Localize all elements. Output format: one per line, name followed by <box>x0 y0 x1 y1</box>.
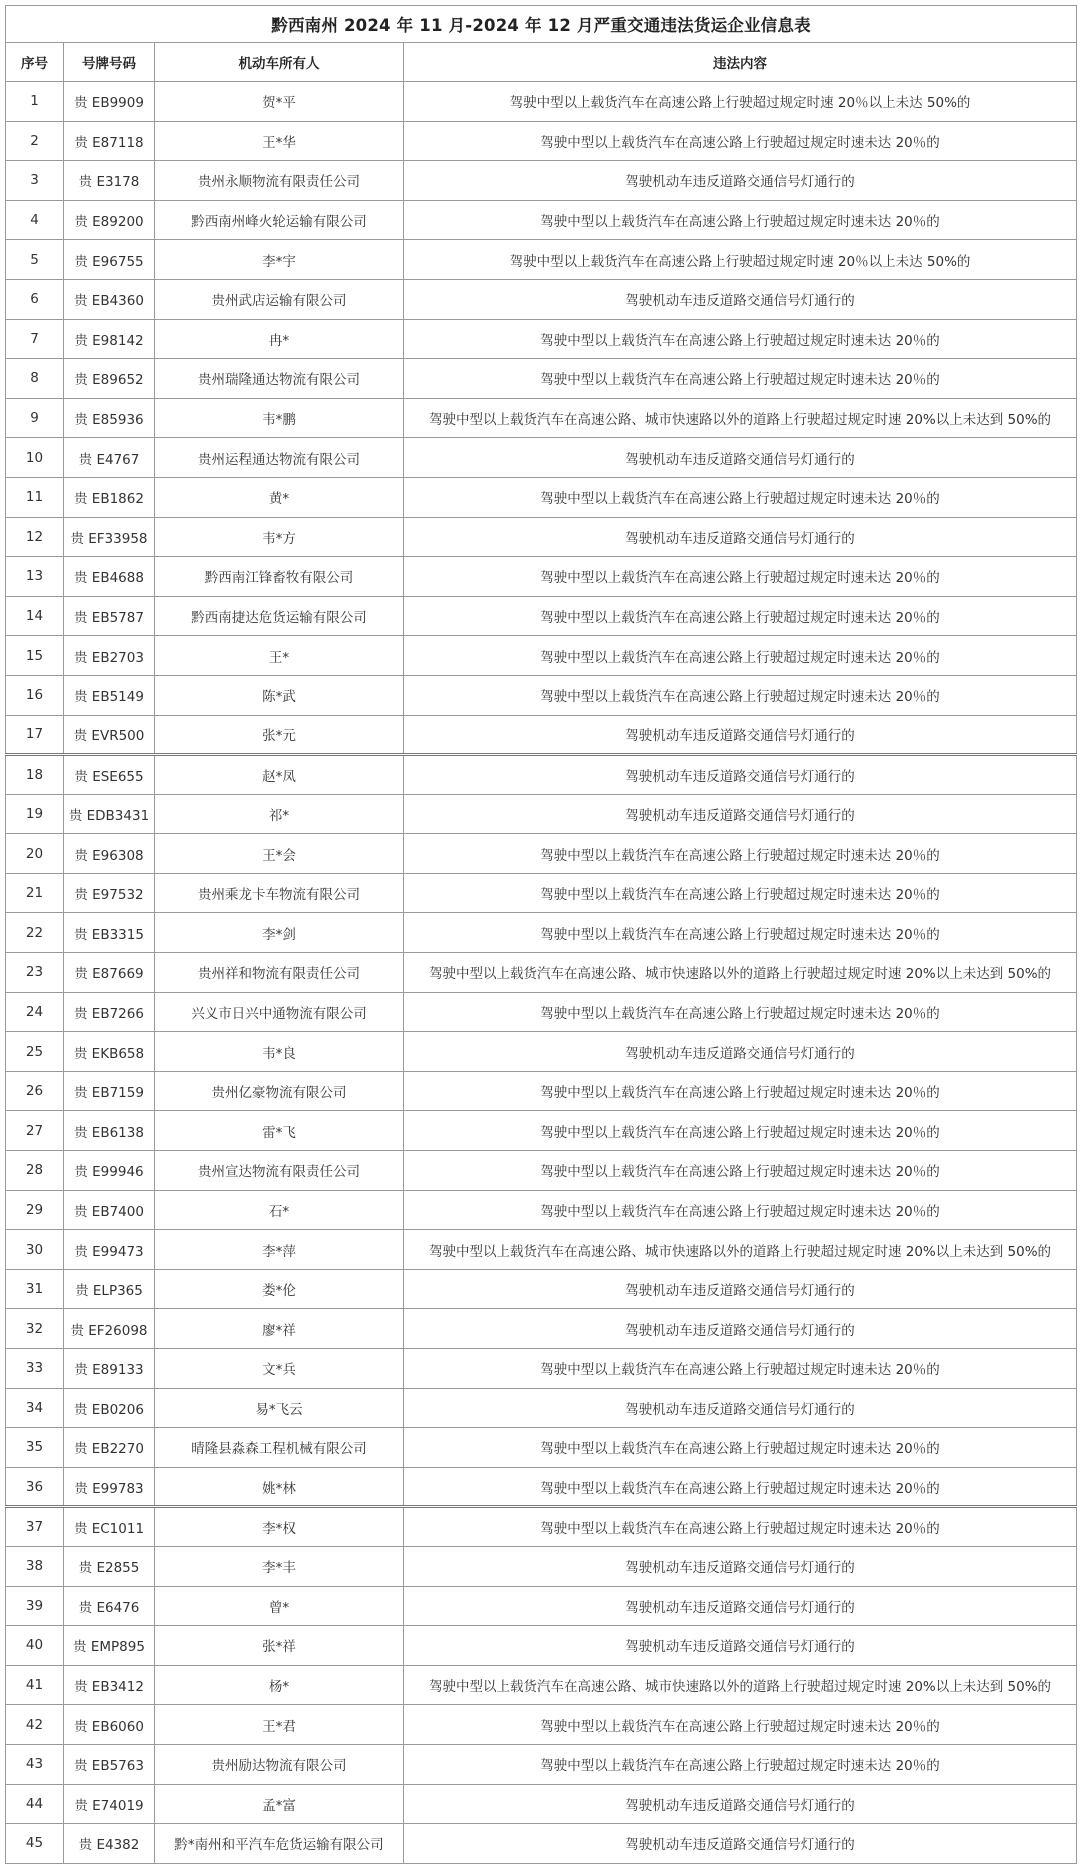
table-row <box>6 359 1077 399</box>
cell-plate: 贵 E89652 <box>64 359 155 399</box>
cell-owner: 贵州宣达物流有限责任公司 <box>155 1151 404 1191</box>
cell-index: 8 <box>6 359 64 399</box>
cell-plate: 贵 ELP365 <box>64 1269 155 1309</box>
cell-index: 21 <box>6 873 64 913</box>
cell-violation: 驾驶机动车违反道路交通信号灯通行的 <box>404 1626 1077 1666</box>
cell-violation: 驾驶中型以上载货汽车在高速公路上行驶超过规定时速未达 20％的 <box>404 1151 1077 1191</box>
cell-violation: 驾驶中型以上载货汽车在高速公路上行驶超过规定时速未达 20％的 <box>404 477 1077 517</box>
cell-plate: 贵 EB2270 <box>64 1428 155 1468</box>
cell-index: 45 <box>6 1824 64 1864</box>
cell-owner: 兴义市日兴中通物流有限公司 <box>155 992 404 1032</box>
cell-index: 1 <box>6 82 64 122</box>
cell-violation: 驾驶中型以上载货汽车在高速公路上行驶超过规定时速未达 20％的 <box>404 1071 1077 1111</box>
cell-violation: 驾驶中型以上载货汽车在高速公路上行驶超过规定时速未达 20％的 <box>404 1467 1077 1507</box>
cell-violation: 驾驶机动车违反道路交通信号灯通行的 <box>404 1546 1077 1586</box>
cell-violation: 驾驶中型以上载货汽车在高速公路、城市快速路以外的道路上行驶超过规定时速 20%以上未达到 50%的 <box>404 398 1077 438</box>
cell-index: 17 <box>6 715 64 755</box>
table-row <box>6 913 1077 953</box>
cell-violation: 驾驶中型以上载货汽车在高速公路上行驶超过规定时速未达 20％的 <box>404 121 1077 161</box>
cell-violation: 驾驶机动车违反道路交通信号灯通行的 <box>404 1586 1077 1626</box>
cell-index: 16 <box>6 675 64 715</box>
cell-violation: 驾驶机动车违反道路交通信号灯通行的 <box>404 438 1077 478</box>
cell-plate: 贵 E99783 <box>64 1467 155 1507</box>
cell-plate: 贵 E3178 <box>64 161 155 201</box>
header-row <box>6 43 1077 82</box>
cell-owner: 雷*飞 <box>155 1111 404 1151</box>
cell-index: 19 <box>6 794 64 834</box>
cell-plate: 贵 EB7159 <box>64 1071 155 1111</box>
table-body <box>6 82 1077 1864</box>
cell-index: 10 <box>6 438 64 478</box>
cell-plate: 贵 EB7266 <box>64 992 155 1032</box>
table-row <box>6 200 1077 240</box>
cell-owner: 贵州运程通达物流有限公司 <box>155 438 404 478</box>
cell-violation: 驾驶机动车违反道路交通信号灯通行的 <box>404 755 1077 795</box>
cell-plate: 贵 E96755 <box>64 240 155 280</box>
cell-owner: 赵*凤 <box>155 755 404 795</box>
header-owner: 机动车所有人 <box>155 43 404 82</box>
table-row <box>6 1784 1077 1824</box>
cell-violation: 驾驶中型以上载货汽车在高速公路上行驶超过规定时速未达 20％的 <box>404 992 1077 1032</box>
cell-plate: 贵 E74019 <box>64 1784 155 1824</box>
table-row <box>6 873 1077 913</box>
table-row <box>6 319 1077 359</box>
cell-plate: 贵 EB1862 <box>64 477 155 517</box>
cell-violation: 驾驶机动车违反道路交通信号灯通行的 <box>404 1784 1077 1824</box>
table-row <box>6 1111 1077 1151</box>
cell-violation: 驾驶中型以上载货汽车在高速公路上行驶超过规定时速未达 20％的 <box>404 675 1077 715</box>
table-row <box>6 1230 1077 1270</box>
cell-plate: 贵 E85936 <box>64 398 155 438</box>
cell-owner: 黔西南捷达危货运输有限公司 <box>155 596 404 636</box>
table-row <box>6 82 1077 122</box>
table-row <box>6 1269 1077 1309</box>
table-row <box>6 1824 1077 1864</box>
cell-index: 29 <box>6 1190 64 1230</box>
cell-owner: 陈*武 <box>155 675 404 715</box>
cell-owner: 王*君 <box>155 1705 404 1745</box>
cell-owner: 易*飞云 <box>155 1388 404 1428</box>
cell-violation: 驾驶机动车违反道路交通信号灯通行的 <box>404 794 1077 834</box>
cell-violation: 驾驶中型以上载货汽车在高速公路上行驶超过规定时速未达 20％的 <box>404 1705 1077 1745</box>
violation-info-table <box>5 5 1077 1864</box>
table-row <box>6 755 1077 795</box>
cell-plate: 贵 E89200 <box>64 200 155 240</box>
cell-index: 18 <box>6 755 64 795</box>
cell-index: 4 <box>6 200 64 240</box>
cell-index: 15 <box>6 636 64 676</box>
table-row <box>6 1705 1077 1745</box>
cell-plate: 贵 E99946 <box>64 1151 155 1191</box>
cell-owner: 廖*祥 <box>155 1309 404 1349</box>
cell-violation: 驾驶机动车违反道路交通信号灯通行的 <box>404 161 1077 201</box>
cell-index: 36 <box>6 1467 64 1507</box>
table-row <box>6 517 1077 557</box>
cell-owner: 黔西南江锋畜牧有限公司 <box>155 557 404 597</box>
cell-plate: 贵 E2855 <box>64 1546 155 1586</box>
cell-plate: 贵 E6476 <box>64 1586 155 1626</box>
cell-index: 39 <box>6 1586 64 1626</box>
cell-violation: 驾驶机动车违反道路交通信号灯通行的 <box>404 1824 1077 1864</box>
cell-violation: 驾驶中型以上载货汽车在高速公路上行驶超过规定时速未达 20％的 <box>404 873 1077 913</box>
table-row <box>6 1349 1077 1389</box>
table-row <box>6 398 1077 438</box>
cell-violation: 驾驶中型以上载货汽车在高速公路、城市快速路以外的道路上行驶超过规定时速 20%以上未达到 50%的 <box>404 1665 1077 1705</box>
cell-owner: 冉* <box>155 319 404 359</box>
cell-owner: 黔西南州峰火轮运输有限公司 <box>155 200 404 240</box>
cell-owner: 贵州乘龙卡车物流有限公司 <box>155 873 404 913</box>
cell-violation: 驾驶中型以上载货汽车在高速公路上行驶超过规定时速未达 20％的 <box>404 319 1077 359</box>
cell-plate: 贵 EC1011 <box>64 1507 155 1547</box>
cell-plate: 贵 E96308 <box>64 834 155 874</box>
table-row <box>6 1744 1077 1784</box>
cell-index: 3 <box>6 161 64 201</box>
cell-owner: 贵州亿豪物流有限公司 <box>155 1071 404 1111</box>
cell-plate: 贵 EB0206 <box>64 1388 155 1428</box>
cell-plate: 贵 E4382 <box>64 1824 155 1864</box>
cell-owner: 李*宇 <box>155 240 404 280</box>
cell-plate: 贵 EB2703 <box>64 636 155 676</box>
title-row <box>6 6 1077 43</box>
cell-index: 6 <box>6 279 64 319</box>
table-row <box>6 794 1077 834</box>
cell-owner: 韦*鹏 <box>155 398 404 438</box>
table-row <box>6 121 1077 161</box>
cell-owner: 石* <box>155 1190 404 1230</box>
cell-plate: 贵 E87118 <box>64 121 155 161</box>
cell-violation: 驾驶机动车违反道路交通信号灯通行的 <box>404 715 1077 755</box>
table-row <box>6 596 1077 636</box>
table-row <box>6 1071 1077 1111</box>
table-head <box>6 6 1077 82</box>
document-sheet <box>5 5 1076 1864</box>
cell-index: 37 <box>6 1507 64 1547</box>
cell-plate: 贵 E87669 <box>64 953 155 993</box>
cell-index: 33 <box>6 1349 64 1389</box>
cell-index: 25 <box>6 1032 64 1072</box>
cell-index: 24 <box>6 992 64 1032</box>
cell-index: 22 <box>6 913 64 953</box>
cell-violation: 驾驶中型以上载货汽车在高速公路上行驶超过规定时速未达 20％的 <box>404 1190 1077 1230</box>
cell-owner: 娄*伦 <box>155 1269 404 1309</box>
cell-plate: 贵 EF33958 <box>64 517 155 557</box>
cell-index: 42 <box>6 1705 64 1745</box>
table-row <box>6 1507 1077 1547</box>
cell-owner: 李*萍 <box>155 1230 404 1270</box>
cell-owner: 贵州永顺物流有限责任公司 <box>155 161 404 201</box>
cell-index: 11 <box>6 477 64 517</box>
table-row <box>6 1467 1077 1507</box>
cell-index: 20 <box>6 834 64 874</box>
cell-plate: 贵 E99473 <box>64 1230 155 1270</box>
cell-owner: 祁* <box>155 794 404 834</box>
cell-plate: 贵 EKB658 <box>64 1032 155 1072</box>
cell-owner: 韦*方 <box>155 517 404 557</box>
cell-owner: 黔*南州和平汽车危货运输有限公司 <box>155 1824 404 1864</box>
table-row <box>6 1626 1077 1666</box>
table-row <box>6 240 1077 280</box>
table-row <box>6 1586 1077 1626</box>
cell-plate: 贵 EB9909 <box>64 82 155 122</box>
header-violation: 违法内容 <box>404 43 1077 82</box>
cell-plate: 贵 EB6060 <box>64 1705 155 1745</box>
table-row <box>6 953 1077 993</box>
cell-owner: 晴隆县淼森工程机械有限公司 <box>155 1428 404 1468</box>
cell-index: 27 <box>6 1111 64 1151</box>
header-plate: 号牌号码 <box>64 43 155 82</box>
table-row <box>6 438 1077 478</box>
cell-index: 32 <box>6 1309 64 1349</box>
cell-index: 31 <box>6 1269 64 1309</box>
cell-owner: 贵州祥和物流有限责任公司 <box>155 953 404 993</box>
cell-owner: 张*祥 <box>155 1626 404 1666</box>
cell-violation: 驾驶机动车违反道路交通信号灯通行的 <box>404 1269 1077 1309</box>
table-row <box>6 715 1077 755</box>
cell-plate: 贵 EVR500 <box>64 715 155 755</box>
table-title: 黔西南州 2024 年 11 月-2024 年 12 月严重交通违法货运企业信息表 <box>6 6 1077 43</box>
cell-violation: 驾驶机动车违反道路交通信号灯通行的 <box>404 517 1077 557</box>
cell-plate: 贵 E89133 <box>64 1349 155 1389</box>
cell-index: 35 <box>6 1428 64 1468</box>
cell-plate: 贵 ESE655 <box>64 755 155 795</box>
cell-violation: 驾驶中型以上载货汽车在高速公路上行驶超过规定时速未达 20％的 <box>404 1428 1077 1468</box>
cell-violation: 驾驶机动车违反道路交通信号灯通行的 <box>404 1309 1077 1349</box>
cell-owner: 王*华 <box>155 121 404 161</box>
cell-violation: 驾驶中型以上载货汽车在高速公路上行驶超过规定时速未达 20％的 <box>404 913 1077 953</box>
cell-owner: 张*元 <box>155 715 404 755</box>
cell-index: 43 <box>6 1744 64 1784</box>
cell-owner: 王*会 <box>155 834 404 874</box>
cell-index: 26 <box>6 1071 64 1111</box>
cell-plate: 贵 EDB3431 <box>64 794 155 834</box>
table-row <box>6 477 1077 517</box>
cell-index: 23 <box>6 953 64 993</box>
table-row <box>6 1032 1077 1072</box>
header-index: 序号 <box>6 43 64 82</box>
cell-index: 30 <box>6 1230 64 1270</box>
cell-owner: 文*兵 <box>155 1349 404 1389</box>
cell-owner: 李*丰 <box>155 1546 404 1586</box>
cell-violation: 驾驶中型以上载货汽车在高速公路上行驶超过规定时速未达 20％的 <box>404 1349 1077 1389</box>
cell-violation: 驾驶中型以上载货汽车在高速公路上行驶超过规定时速 20％以上未达 50%的 <box>404 240 1077 280</box>
table-row <box>6 834 1077 874</box>
cell-index: 5 <box>6 240 64 280</box>
cell-violation: 驾驶中型以上载货汽车在高速公路上行驶超过规定时速未达 20％的 <box>404 1111 1077 1151</box>
cell-owner: 贵州励达物流有限公司 <box>155 1744 404 1784</box>
cell-index: 12 <box>6 517 64 557</box>
cell-plate: 贵 EB5763 <box>64 1744 155 1784</box>
cell-plate: 贵 EB5149 <box>64 675 155 715</box>
cell-violation: 驾驶中型以上载货汽车在高速公路上行驶超过规定时速未达 20％的 <box>404 1507 1077 1547</box>
cell-plate: 贵 EB5787 <box>64 596 155 636</box>
cell-index: 38 <box>6 1546 64 1586</box>
table-row <box>6 557 1077 597</box>
cell-plate: 贵 E4767 <box>64 438 155 478</box>
cell-violation: 驾驶中型以上载货汽车在高速公路上行驶超过规定时速未达 20％的 <box>404 557 1077 597</box>
cell-plate: 贵 EB4360 <box>64 279 155 319</box>
table-row <box>6 1309 1077 1349</box>
cell-owner: 姚*林 <box>155 1467 404 1507</box>
cell-index: 28 <box>6 1151 64 1191</box>
cell-owner: 贵州武店运输有限公司 <box>155 279 404 319</box>
cell-violation: 驾驶中型以上载货汽车在高速公路上行驶超过规定时速未达 20％的 <box>404 834 1077 874</box>
cell-index: 14 <box>6 596 64 636</box>
cell-plate: 贵 EF26098 <box>64 1309 155 1349</box>
cell-plate: 贵 EB7400 <box>64 1190 155 1230</box>
cell-violation: 驾驶机动车违反道路交通信号灯通行的 <box>404 1388 1077 1428</box>
cell-plate: 贵 EB3315 <box>64 913 155 953</box>
table-row <box>6 1546 1077 1586</box>
cell-plate: 贵 E98142 <box>64 319 155 359</box>
cell-owner: 贺*平 <box>155 82 404 122</box>
cell-owner: 黄* <box>155 477 404 517</box>
cell-violation: 驾驶中型以上载货汽车在高速公路上行驶超过规定时速未达 20％的 <box>404 359 1077 399</box>
cell-owner: 贵州瑞隆通达物流有限公司 <box>155 359 404 399</box>
cell-violation: 驾驶中型以上载货汽车在高速公路上行驶超过规定时速 20％以上未达 50%的 <box>404 82 1077 122</box>
table-row <box>6 279 1077 319</box>
table-row <box>6 1388 1077 1428</box>
table-row <box>6 1151 1077 1191</box>
cell-plate: 贵 EB4688 <box>64 557 155 597</box>
table-row <box>6 161 1077 201</box>
cell-index: 13 <box>6 557 64 597</box>
cell-index: 2 <box>6 121 64 161</box>
cell-owner: 杨* <box>155 1665 404 1705</box>
cell-plate: 贵 EB3412 <box>64 1665 155 1705</box>
cell-plate: 贵 EB6138 <box>64 1111 155 1151</box>
cell-index: 40 <box>6 1626 64 1666</box>
cell-owner: 孟*富 <box>155 1784 404 1824</box>
cell-violation: 驾驶机动车违反道路交通信号灯通行的 <box>404 279 1077 319</box>
cell-index: 34 <box>6 1388 64 1428</box>
cell-violation: 驾驶中型以上载货汽车在高速公路、城市快速路以外的道路上行驶超过规定时速 20%以上未达到 50%的 <box>404 1230 1077 1270</box>
cell-owner: 王* <box>155 636 404 676</box>
cell-index: 7 <box>6 319 64 359</box>
cell-owner: 韦*良 <box>155 1032 404 1072</box>
cell-violation: 驾驶机动车违反道路交通信号灯通行的 <box>404 1032 1077 1072</box>
cell-violation: 驾驶中型以上载货汽车在高速公路上行驶超过规定时速未达 20％的 <box>404 636 1077 676</box>
cell-plate: 贵 E97532 <box>64 873 155 913</box>
cell-violation: 驾驶中型以上载货汽车在高速公路上行驶超过规定时速未达 20％的 <box>404 200 1077 240</box>
cell-index: 41 <box>6 1665 64 1705</box>
cell-owner: 曾* <box>155 1586 404 1626</box>
cell-owner: 李*剑 <box>155 913 404 953</box>
cell-owner: 李*权 <box>155 1507 404 1547</box>
table-row <box>6 1190 1077 1230</box>
table-row <box>6 1428 1077 1468</box>
cell-index: 9 <box>6 398 64 438</box>
table-row <box>6 636 1077 676</box>
cell-plate: 贵 EMP895 <box>64 1626 155 1666</box>
cell-index: 44 <box>6 1784 64 1824</box>
cell-violation: 驾驶中型以上载货汽车在高速公路、城市快速路以外的道路上行驶超过规定时速 20%以上未达到 50%的 <box>404 953 1077 993</box>
table-row <box>6 992 1077 1032</box>
cell-violation: 驾驶中型以上载货汽车在高速公路上行驶超过规定时速未达 20％的 <box>404 1744 1077 1784</box>
cell-violation: 驾驶中型以上载货汽车在高速公路上行驶超过规定时速未达 20％的 <box>404 596 1077 636</box>
table-row <box>6 1665 1077 1705</box>
table-row <box>6 675 1077 715</box>
